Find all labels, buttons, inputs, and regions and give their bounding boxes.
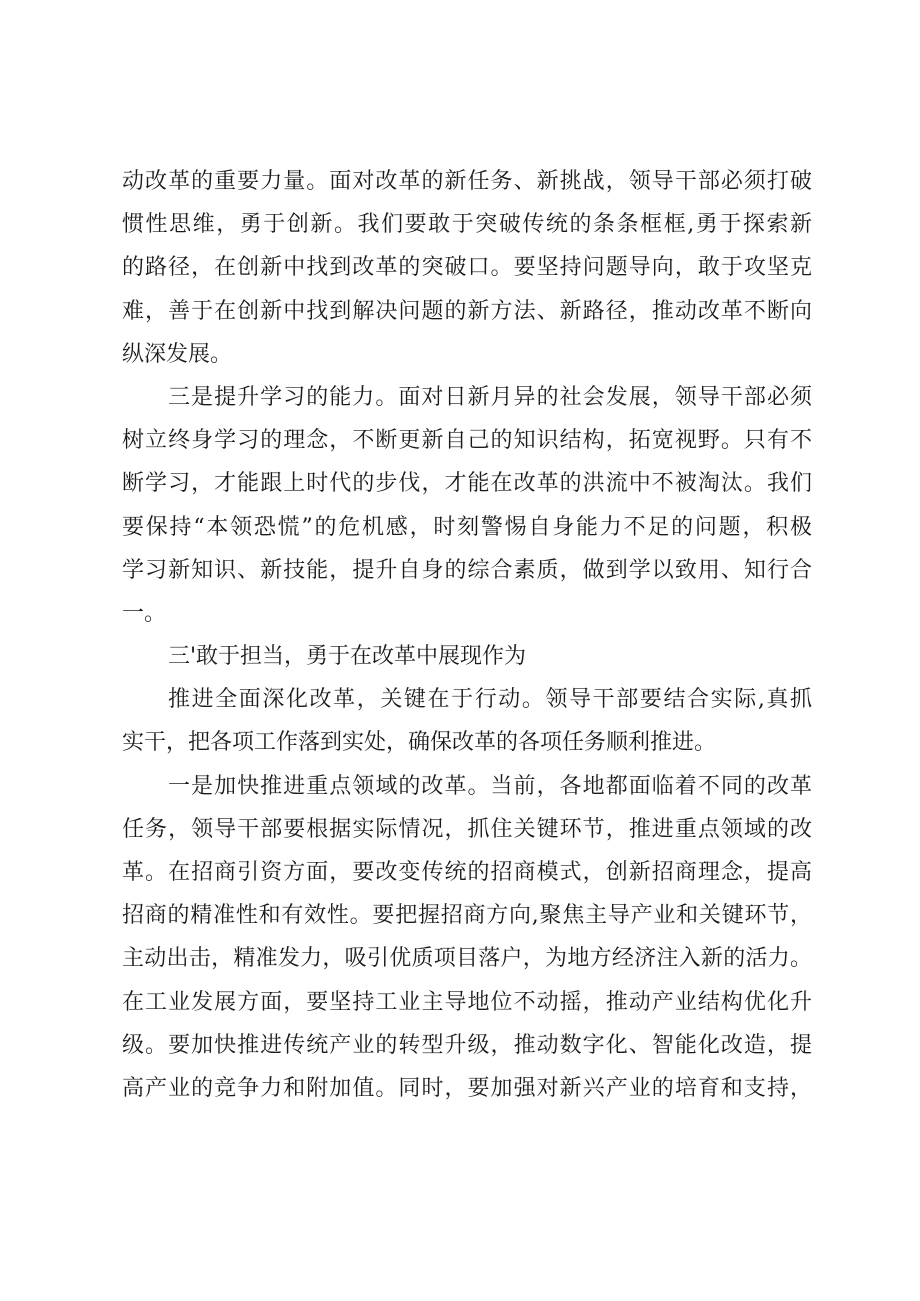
paragraph-innovation-continued bbox=[122, 160, 812, 376]
text-line: 实干，把各项工作落到实处，确保改革的各项任务顺利推进。 bbox=[122, 730, 717, 756]
text-line: 断学习，才能跟上时代的步伐，才能在改革的洪流中不被淘汰。我们 bbox=[122, 471, 812, 497]
text-line: 级。要加快推进传统产业的转型升级，推动数字化、智能化改造，提 bbox=[122, 1032, 812, 1058]
text-line: 推进全面深化改革，关键在于行动。领导干部要结合实际,真抓 bbox=[168, 687, 812, 713]
text-line: 三是提升学习的能力。面对日新月异的社会发展，领导干部必须 bbox=[168, 384, 812, 410]
text-line: 树立终身学习的理念，不断更新自己的知识结构，拓宽视野。只有不 bbox=[122, 428, 812, 454]
text-line: 革。在招商引资方面，要改变传统的招商模式，创新招商理念，提高 bbox=[122, 860, 812, 885]
text-line: 在工业发展方面，要坚持工业主导地位不动摇，推动产业结构优化升 bbox=[122, 989, 812, 1015]
text-line: 要保持“本领恐慌”的危机感，时刻警惕自身能力不足的问题，积极 bbox=[122, 514, 812, 540]
text-line: 难，善于在创新中找到解决问题的新方法、新路径，推动改革不断向 bbox=[122, 298, 812, 324]
paragraph-key-reforms bbox=[122, 765, 812, 1111]
text-line: 一。 bbox=[122, 600, 167, 626]
paragraph-action bbox=[122, 678, 812, 764]
text-line: 任务，领导干部要根据实际情况，抓住关键环节，推进重点领域的改 bbox=[122, 816, 812, 842]
text-line: 纵深发展。 bbox=[122, 341, 233, 367]
text-line: 动改革的重要力量。面对改革的新任务、新挑战，领导干部必须打破 bbox=[122, 169, 812, 194]
text-line: 主动出击，精准发力，吸引优质项目落户，为地方经济注入新的活力。 bbox=[122, 946, 812, 972]
paragraph-learning-ability bbox=[122, 376, 812, 635]
text-line: 一是加快推进重点领域的改革。当前，各地都面临着不同的改革 bbox=[168, 773, 812, 799]
section-heading-text: 三'敢于担当，勇于在改革中展现作为 bbox=[168, 644, 527, 670]
text-line: 学习新知识、新技能，提升自身的综合素质，做到学以致用、知行合 bbox=[122, 557, 812, 583]
text-line: 的路径，在创新中找到改革的突破口。要坚持问题导向，敢于攻坚克 bbox=[122, 255, 812, 281]
text-line: 惯性思维，勇于创新。我们要敢于突破传统的条条框框,勇于探索新 bbox=[122, 212, 812, 238]
text-line: 高产业的竞争力和附加值。同时，要加强对新兴产业的培育和支持， bbox=[122, 1075, 812, 1101]
document-body bbox=[122, 160, 812, 1110]
section-heading bbox=[122, 635, 812, 678]
text-line: 招商的精准性和有效性。要把握招商方向,聚焦主导产业和关键环节， bbox=[122, 903, 812, 929]
